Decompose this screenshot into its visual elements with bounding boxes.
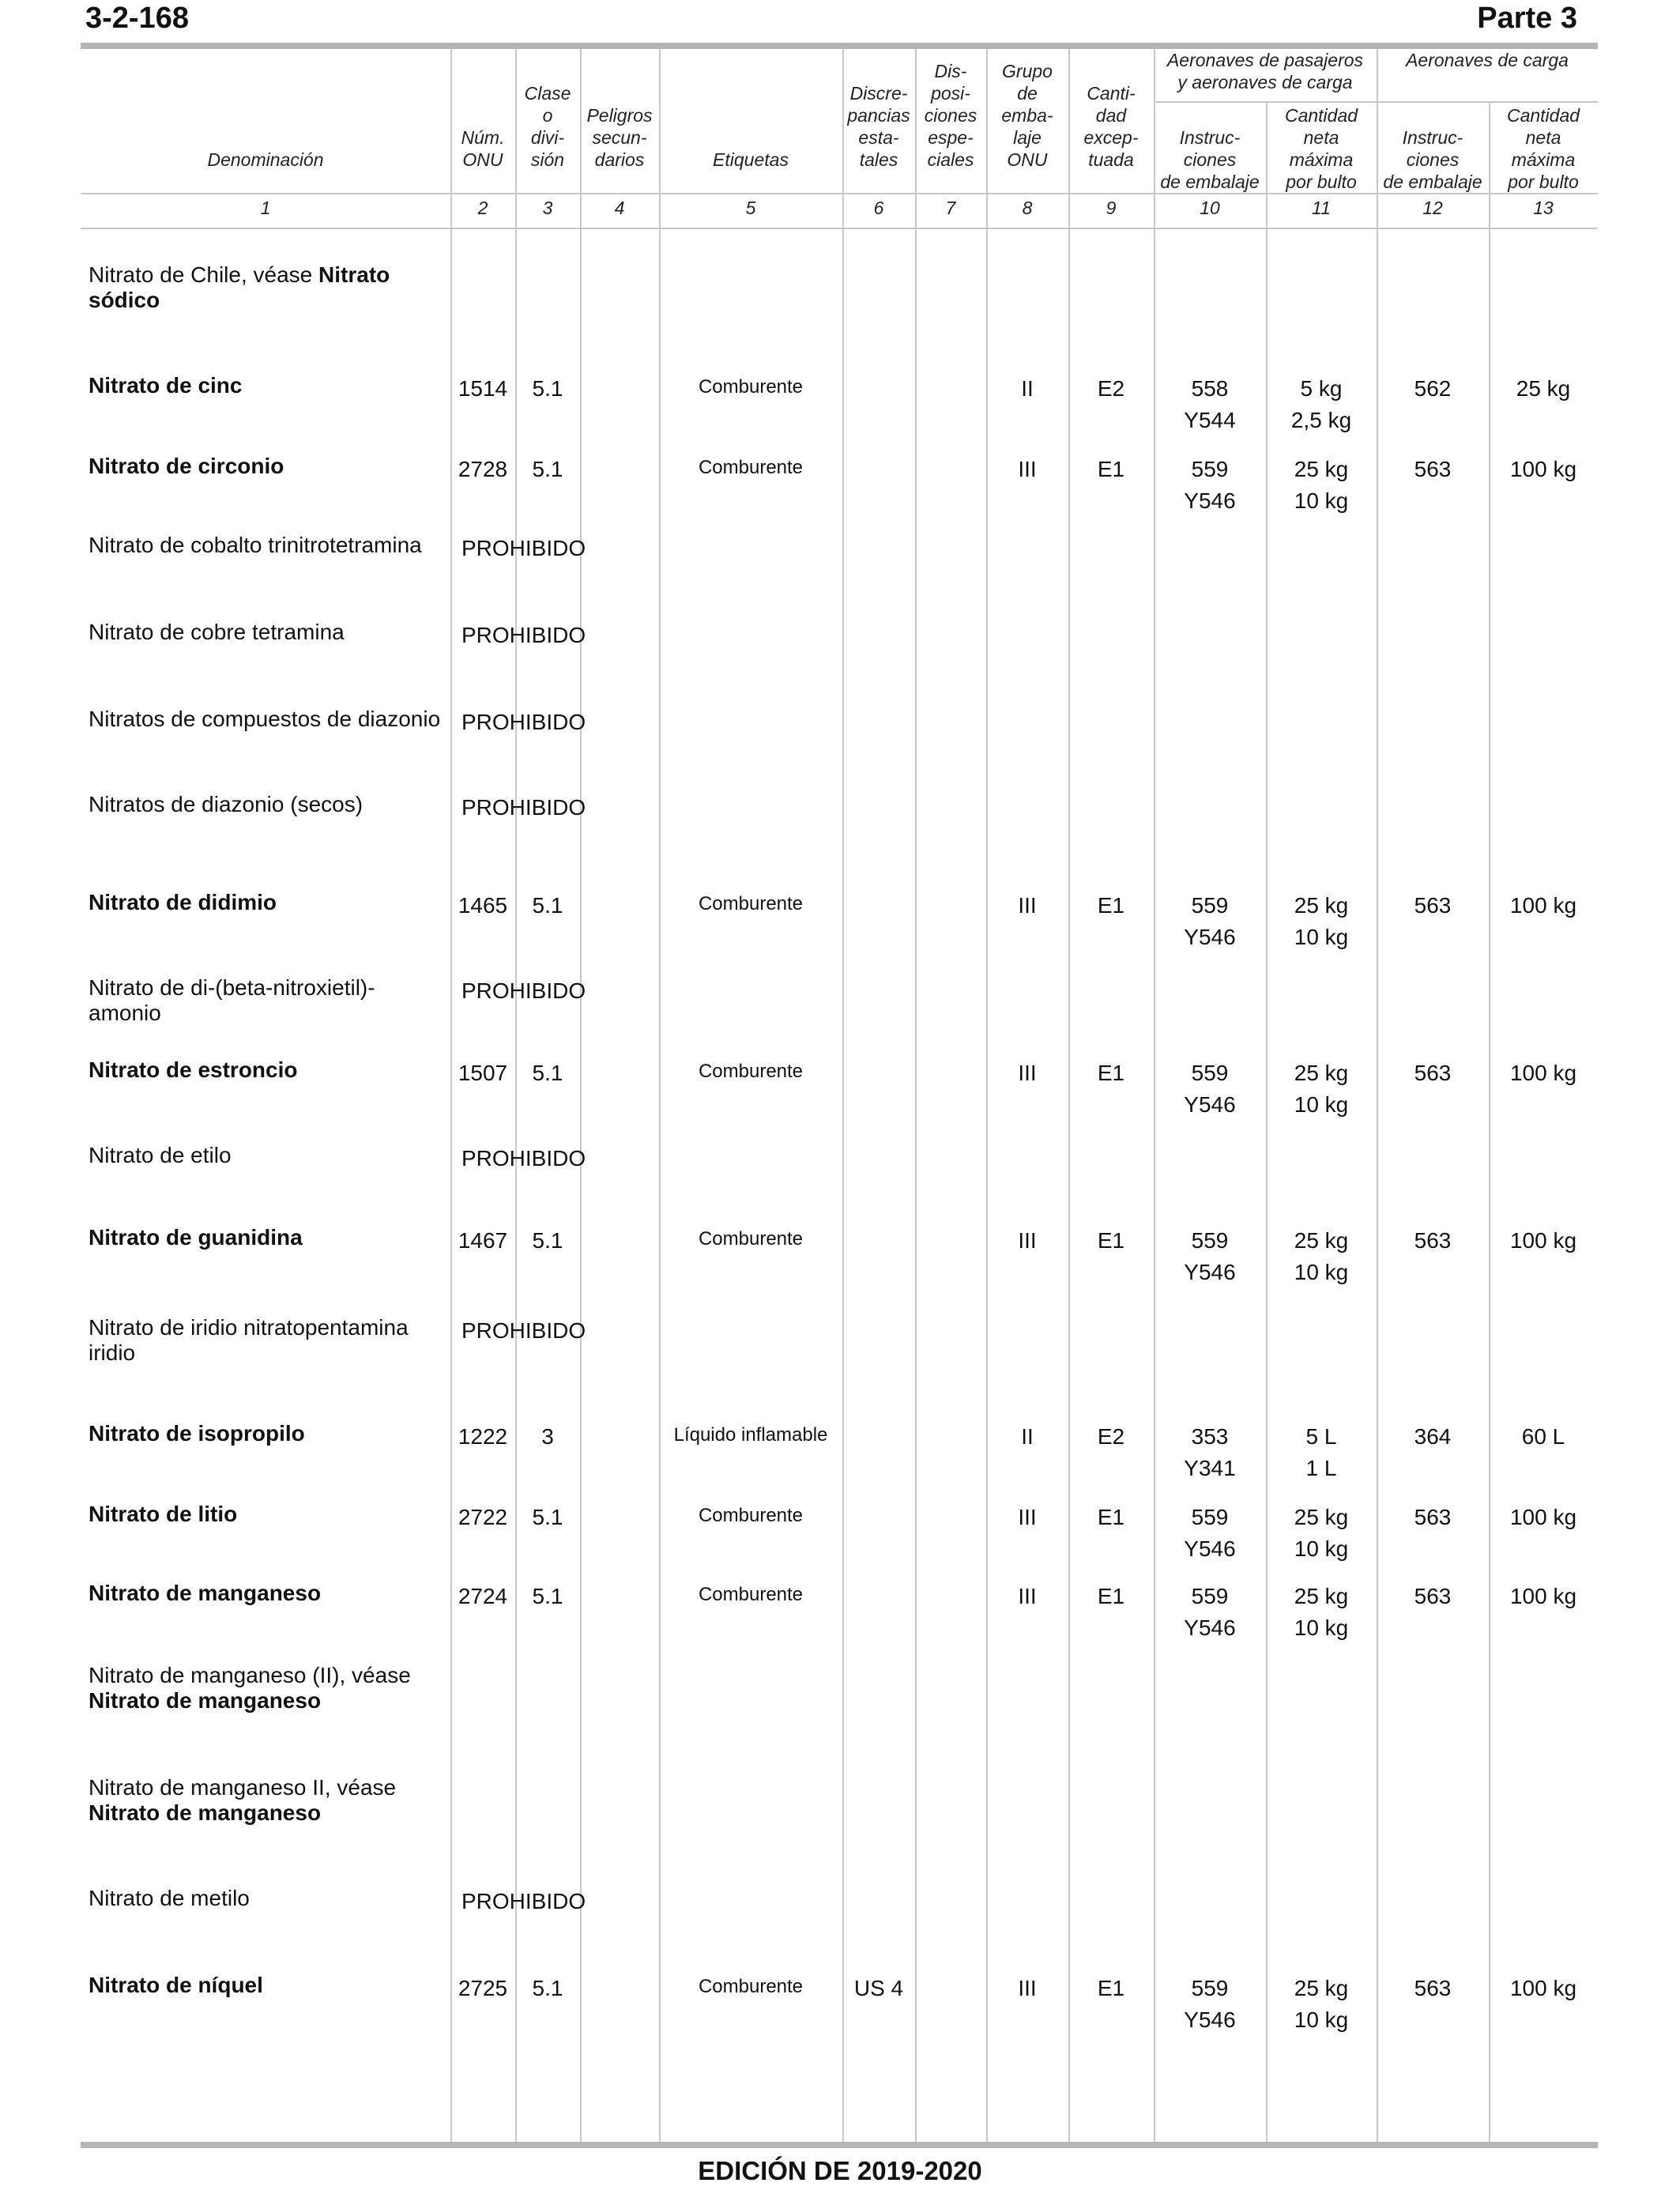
- label-text: Comburente: [698, 1505, 804, 1526]
- hazard-class: 5.1: [532, 1228, 563, 1253]
- column-divider: [515, 49, 517, 2142]
- passenger-max-quantity: 25 kg: [1294, 1505, 1349, 1529]
- header-denominacion: Denominación: [207, 149, 324, 170]
- passenger-max-quantity: 25 kg: [1294, 457, 1349, 481]
- prohibited-status: PROHIBIDO: [461, 623, 586, 647]
- state-variation: US 4: [853, 1976, 904, 2000]
- passenger-limited-max-quantity: 10 kg: [1294, 1260, 1349, 1284]
- passenger-packing-instruction: 559: [1191, 1584, 1229, 1608]
- column-divider: [842, 49, 844, 2142]
- substance-name: Nitrato de manganeso II, véase Nitrato de manganeso: [89, 1775, 397, 1825]
- passenger-packing-instruction: 558: [1191, 376, 1229, 401]
- passenger-limited-max-quantity: 10 kg: [1294, 1536, 1349, 1561]
- hazard-class: 5.1: [532, 457, 563, 481]
- passenger-limited-max-quantity: 10 kg: [1294, 1615, 1349, 1640]
- un-number: 1507: [458, 1061, 508, 1085]
- packing-group: III: [1018, 893, 1037, 918]
- passenger-max-quantity: 25 kg: [1294, 893, 1349, 918]
- passenger-limited-packing-instruction: Y546: [1184, 1615, 1236, 1640]
- substance-name: Nitrato de didimio: [89, 890, 277, 914]
- un-number: 2725: [458, 1976, 508, 2000]
- passenger-limited-packing-instruction: Y546: [1184, 1260, 1236, 1284]
- header-num-onu: Núm. ONU: [461, 127, 505, 170]
- group-rule: [1154, 101, 1598, 103]
- substance-name: Nitrato de cinc: [89, 373, 243, 398]
- header-clase: Clase o divi- sión: [524, 83, 571, 170]
- passenger-max-quantity: 25 kg: [1294, 1976, 1349, 2000]
- un-number: 2722: [458, 1505, 508, 1529]
- substance-name: Nitratos de compuestos de diazonio: [89, 707, 441, 731]
- substance-name: Nitrato de níquel: [89, 1973, 263, 1997]
- un-number: 1467: [458, 1228, 508, 1253]
- passenger-packing-instruction: 559: [1191, 1228, 1229, 1253]
- header-grupo-embalaje: Grupo de emba- laje ONU: [1001, 61, 1053, 170]
- un-number: 1514: [458, 376, 508, 401]
- header-cantidad-carga: Cantidad neta máxima por bulto: [1506, 105, 1580, 192]
- substance-name: Nitratos de diazonio (secos): [89, 792, 363, 816]
- cargo-max-quantity: 60 L: [1521, 1424, 1565, 1449]
- passenger-packing-instruction: 559: [1191, 457, 1229, 481]
- substance-name: Nitrato de guanidina: [89, 1225, 303, 1250]
- excepted-quantity: E1: [1097, 1228, 1125, 1253]
- passenger-max-quantity: 5 kg: [1300, 376, 1343, 401]
- excepted-quantity: E1: [1097, 1584, 1125, 1608]
- packing-group: III: [1018, 457, 1037, 481]
- cargo-max-quantity: 100 kg: [1509, 893, 1577, 918]
- cargo-packing-instruction: 563: [1414, 1228, 1452, 1253]
- header-cantidad-exceptuada: Canti- dad excep- tuada: [1083, 83, 1139, 170]
- hazard-class: 3: [541, 1424, 554, 1449]
- column-number: 6: [873, 198, 884, 218]
- passenger-limited-packing-instruction: Y544: [1184, 408, 1236, 432]
- hazard-class: 5.1: [532, 893, 563, 918]
- header-cantidad-pasajeros: Cantidad neta máxima por bulto: [1284, 105, 1358, 192]
- un-number: 1222: [458, 1424, 508, 1449]
- column-divider: [450, 49, 452, 2142]
- passenger-limited-max-quantity: 10 kg: [1294, 2007, 1349, 2032]
- passenger-packing-instruction: 559: [1191, 893, 1229, 918]
- header-etiquetas: Etiquetas: [713, 149, 789, 170]
- packing-group: II: [1021, 1424, 1034, 1449]
- passenger-max-quantity: 25 kg: [1294, 1228, 1349, 1253]
- header-group-pasajeros: Aeronaves de pasajeros y aeronaves de carga: [1166, 50, 1364, 92]
- cargo-max-quantity: 25 kg: [1516, 376, 1571, 401]
- cargo-packing-instruction: 563: [1414, 893, 1452, 918]
- substance-name: Nitrato de litio: [89, 1502, 238, 1526]
- cargo-packing-instruction: 562: [1414, 376, 1452, 401]
- passenger-max-quantity: 5 L: [1305, 1424, 1337, 1449]
- column-number: 1: [260, 198, 271, 218]
- prohibited-status: PROHIBIDO: [461, 710, 586, 734]
- prohibited-status: PROHIBIDO: [461, 1889, 586, 1913]
- un-number: 2728: [458, 457, 508, 481]
- cargo-max-quantity: 100 kg: [1509, 1505, 1577, 1529]
- passenger-limited-packing-instruction: Y546: [1184, 1536, 1236, 1561]
- column-number: 7: [945, 198, 956, 218]
- packing-group: III: [1018, 1584, 1037, 1608]
- passenger-max-quantity: 25 kg: [1294, 1061, 1349, 1085]
- label-text: Líquido inflamable: [673, 1424, 828, 1446]
- substance-name: Nitrato de manganeso (II), véase Nitrato de manganeso: [89, 1663, 411, 1713]
- excepted-quantity: E1: [1097, 1505, 1125, 1529]
- substance-name: Nitrato de iridio nitratopentamina iridio: [89, 1315, 409, 1365]
- prohibited-status: PROHIBIDO: [461, 978, 586, 1003]
- cargo-max-quantity: 100 kg: [1509, 1061, 1577, 1085]
- header-discrepancias: Discre- pancias esta- tales: [847, 83, 910, 170]
- passenger-limited-max-quantity: 10 kg: [1294, 488, 1349, 513]
- label-text: Comburente: [698, 457, 804, 478]
- part-label: Parte 3: [1477, 2, 1577, 35]
- column-divider: [1068, 49, 1070, 2142]
- hazard-class: 5.1: [532, 1061, 563, 1085]
- passenger-limited-packing-instruction: Y341: [1184, 1456, 1236, 1480]
- group-divider: [1377, 49, 1378, 2142]
- label-text: Comburente: [698, 1061, 804, 1082]
- un-number: 2724: [458, 1584, 508, 1608]
- cargo-packing-instruction: 563: [1414, 1976, 1452, 2000]
- column-divider: [915, 49, 917, 2142]
- substance-name: Nitrato de cobre tetramina: [89, 620, 345, 644]
- passenger-packing-instruction: 353: [1191, 1424, 1229, 1449]
- label-text: Comburente: [698, 1228, 804, 1250]
- column-divider: [986, 49, 988, 2142]
- column-number: 11: [1312, 198, 1331, 218]
- passenger-limited-max-quantity: 10 kg: [1294, 925, 1349, 949]
- packing-group: III: [1018, 1228, 1037, 1253]
- header-group-carga: Aeronaves de carga: [1406, 50, 1569, 70]
- header-disposiciones: Dis- posi- ciones espe- ciales: [924, 61, 977, 170]
- prohibited-status: PROHIBIDO: [461, 536, 586, 560]
- column-divider: [580, 49, 582, 2142]
- substance-name: Nitrato de isopropilo: [89, 1421, 305, 1446]
- passenger-limited-packing-instruction: Y546: [1184, 488, 1236, 513]
- header-rule: [81, 193, 1598, 194]
- column-number: 9: [1106, 198, 1117, 218]
- excepted-quantity: E1: [1097, 1061, 1125, 1085]
- colnum-rule: [81, 228, 1598, 229]
- passenger-limited-packing-instruction: Y546: [1184, 925, 1236, 949]
- cargo-max-quantity: 100 kg: [1509, 457, 1577, 481]
- substance-name: Nitrato de etilo: [89, 1143, 232, 1167]
- cargo-packing-instruction: 563: [1414, 1061, 1452, 1085]
- page-number: 3-2-168: [85, 2, 189, 35]
- label-text: Comburente: [698, 376, 804, 398]
- cargo-max-quantity: 100 kg: [1509, 1976, 1577, 2000]
- packing-group: III: [1018, 1505, 1037, 1529]
- column-number: 8: [1022, 198, 1033, 218]
- top-rule: [81, 43, 1598, 49]
- excepted-quantity: E1: [1097, 893, 1125, 918]
- passenger-limited-packing-instruction: Y546: [1184, 1092, 1236, 1117]
- cargo-max-quantity: 100 kg: [1509, 1228, 1577, 1253]
- column-number: 4: [614, 198, 625, 218]
- passenger-limited-max-quantity: 10 kg: [1294, 1092, 1349, 1117]
- substance-name: Nitrato de estroncio: [89, 1057, 298, 1082]
- prohibited-status: PROHIBIDO: [461, 1146, 586, 1171]
- passenger-max-quantity: 25 kg: [1294, 1584, 1349, 1608]
- hazard-class: 5.1: [532, 376, 563, 401]
- excepted-quantity: E2: [1097, 1424, 1125, 1449]
- header-instrucciones-pasajeros: Instruc- ciones de embalaje: [1160, 127, 1260, 192]
- passenger-limited-max-quantity: 1 L: [1305, 1456, 1337, 1480]
- column-number: 5: [745, 198, 756, 218]
- hazard-class: 5.1: [532, 1584, 563, 1608]
- substance-name: Nitrato de di-(beta-nitroxietil)-amonio: [89, 975, 375, 1025]
- column-number: 10: [1200, 198, 1220, 218]
- cargo-packing-instruction: 563: [1414, 1505, 1452, 1529]
- column-divider: [1489, 103, 1490, 2142]
- excepted-quantity: E1: [1097, 1976, 1125, 2000]
- bottom-rule: [81, 2142, 1598, 2148]
- column-number: 13: [1533, 198, 1554, 218]
- cargo-max-quantity: 100 kg: [1509, 1584, 1577, 1608]
- passenger-packing-instruction: 559: [1191, 1505, 1229, 1529]
- cargo-packing-instruction: 364: [1414, 1424, 1452, 1449]
- packing-group: II: [1021, 376, 1034, 401]
- column-number: 2: [477, 198, 488, 218]
- hazard-class: 5.1: [532, 1505, 563, 1529]
- substance-name: Nitrato de manganeso: [89, 1581, 322, 1605]
- passenger-limited-packing-instruction: Y546: [1184, 2007, 1236, 2032]
- excepted-quantity: E1: [1097, 457, 1125, 481]
- hazard-class: 5.1: [532, 1976, 563, 2000]
- edition-footer: EDICIÓN DE 2019-2020: [698, 2156, 982, 2185]
- column-number: 3: [542, 198, 553, 218]
- prohibited-status: PROHIBIDO: [461, 795, 586, 820]
- cargo-packing-instruction: 563: [1414, 1584, 1452, 1608]
- passenger-limited-max-quantity: 2,5 kg: [1290, 408, 1352, 432]
- prohibited-status: PROHIBIDO: [461, 1318, 586, 1343]
- passenger-packing-instruction: 559: [1191, 1061, 1229, 1085]
- cargo-packing-instruction: 563: [1414, 457, 1452, 481]
- column-number: 12: [1422, 198, 1443, 218]
- substance-name: Nitrato de circonio: [89, 454, 284, 478]
- label-text: Comburente: [698, 1584, 804, 1605]
- passenger-packing-instruction: 559: [1191, 1976, 1229, 2000]
- header-instrucciones-carga: Instruc- ciones de embalaje: [1383, 127, 1482, 192]
- substance-name: Nitrato de metilo: [89, 1886, 250, 1910]
- header-peligros: Peligros secun- darios: [586, 105, 653, 170]
- un-number: 1465: [458, 893, 508, 918]
- substance-name: Nitrato de cobalto trinitrotetramina: [89, 533, 422, 557]
- substance-name: Nitrato de Chile, véase Nitrato sódico: [89, 262, 390, 312]
- label-text: Comburente: [698, 1976, 804, 1997]
- label-text: Comburente: [698, 893, 804, 914]
- packing-group: III: [1018, 1976, 1037, 2000]
- packing-group: III: [1018, 1061, 1037, 1085]
- column-divider: [659, 49, 661, 2142]
- excepted-quantity: E2: [1097, 376, 1125, 401]
